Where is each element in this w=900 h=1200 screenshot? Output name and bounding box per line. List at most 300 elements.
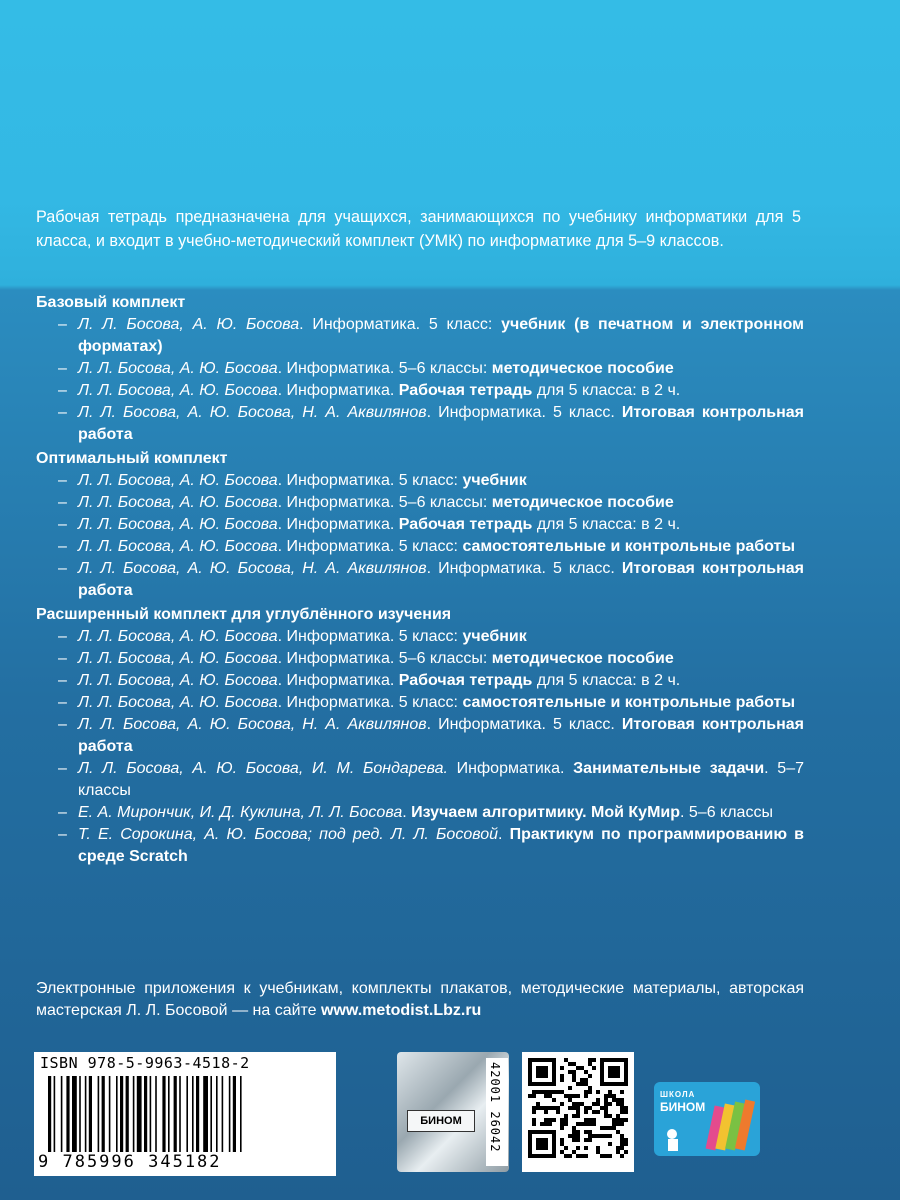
qr-module [564, 1094, 568, 1098]
item-authors: Л. Л. Босова, А. Ю. Босова [78, 360, 278, 377]
dash-marker: – [58, 560, 67, 577]
dash-marker: – [58, 516, 67, 533]
kit-title: Базовый комплект [36, 294, 186, 311]
item-authors: Л. Л. Босова, А. Ю. Босова [78, 650, 278, 667]
qr-module [588, 1074, 592, 1078]
qr-module [600, 1106, 604, 1110]
item-subject: . Информатика. 5 класс. [426, 716, 622, 733]
qr-module [604, 1126, 608, 1130]
qr-module [620, 1154, 624, 1158]
qr-module [624, 1118, 628, 1122]
qr-finder [608, 1066, 620, 1078]
item-subject: . Информатика. 5 класс: [299, 316, 502, 333]
item-subject: . Информатика. [277, 382, 399, 399]
qr-module [572, 1102, 576, 1106]
qr-module [588, 1118, 592, 1122]
item-authors: Л. Л. Босова, А. Ю. Босова [78, 694, 278, 711]
qr-module [572, 1074, 576, 1078]
qr-module [592, 1118, 596, 1122]
qr-module [544, 1094, 548, 1098]
item-subject: . Информатика. 5 класс: [277, 538, 463, 555]
qr-module [616, 1114, 620, 1118]
item-authors: Л. Л. Босова, А. Ю. Босова [78, 538, 278, 555]
qr-module [572, 1106, 576, 1110]
qr-module [532, 1094, 536, 1098]
qr-module [536, 1090, 540, 1094]
qr-module [616, 1098, 620, 1102]
qr-module [572, 1150, 576, 1154]
barcode-bar [66, 1076, 69, 1152]
qr-module [580, 1082, 584, 1086]
barcode-bar [120, 1076, 123, 1152]
footer-text: Электронные приложения к учебникам, комплекты плакатов, методические материалы, авторская мастерская Л. Л. Босовой — на сайте [36, 980, 804, 1019]
item-title: Рабочая тетрадь [398, 382, 533, 399]
barcode-bar [89, 1076, 92, 1152]
barcode-bar [126, 1076, 129, 1152]
qr-module [620, 1138, 624, 1142]
qr-module [600, 1154, 604, 1158]
qr-module [568, 1086, 572, 1090]
qr-module [596, 1102, 600, 1106]
item-authors: Т. Е. Сорокина, А. Ю. Босова; под ред. Л. Л. Босовой [78, 826, 499, 843]
qr-module [624, 1142, 628, 1146]
qr-module [608, 1102, 612, 1106]
barcode-bar [85, 1076, 87, 1152]
item-title: Занимательные задачи [573, 760, 765, 777]
qr-module [580, 1154, 584, 1158]
barcode-bar [186, 1076, 188, 1152]
qr-module [588, 1134, 592, 1138]
qr-module [576, 1122, 580, 1126]
dash-marker: – [58, 650, 67, 667]
qr-module [572, 1062, 576, 1066]
qr-module [596, 1090, 600, 1094]
qr-module [620, 1110, 624, 1114]
qr-module [584, 1154, 588, 1158]
barcode-bar [222, 1076, 224, 1152]
barcode-bar [72, 1076, 77, 1152]
barcode-bar [168, 1076, 170, 1152]
qr-module [608, 1090, 612, 1094]
barcode-bar [203, 1076, 208, 1152]
qr-module [592, 1102, 596, 1106]
item-subject: . Информатика. 5 класс. [426, 560, 622, 577]
dash-marker: – [58, 804, 67, 821]
qr-module [584, 1094, 588, 1098]
isbn-barcode [34, 1052, 336, 1176]
hologram-label: БИНОМ [407, 1110, 475, 1132]
item-subject: . Информатика. 5–6 классы: [277, 650, 492, 667]
qr-module [568, 1106, 572, 1110]
qr-module [576, 1114, 580, 1118]
qr-module [608, 1114, 612, 1118]
qr-module [584, 1138, 588, 1142]
item-subject: Информатика. [447, 760, 574, 777]
qr-module [540, 1106, 544, 1110]
kit-item [36, 536, 804, 558]
qr-module [548, 1106, 552, 1110]
item-title: Итоговая контрольная работа [78, 716, 805, 755]
qr-module [596, 1098, 600, 1102]
intro-paragraph: Рабочая тетрадь предназначена для учащихся, занимающихся по учебнику информатики для 5 класса, и входит в учебно-методический комплект (УМК) по информатике для 5–9 классов. [36, 208, 801, 250]
item-tail: . 5–7 классы [78, 760, 804, 799]
barcode-bar [102, 1076, 105, 1152]
item-tail: для 5 класса: в 2 ч. [532, 516, 681, 533]
qr-module [560, 1074, 564, 1078]
qr-module [544, 1122, 548, 1126]
barcode-bar [216, 1076, 218, 1152]
dash-marker: – [58, 672, 67, 689]
qr-module [612, 1126, 616, 1130]
qr-module [612, 1094, 616, 1098]
qr-module [572, 1134, 576, 1138]
qr-module [564, 1146, 568, 1150]
dash-marker: – [58, 628, 67, 645]
qr-module [576, 1106, 580, 1110]
qr-module [568, 1134, 572, 1138]
qr-module [584, 1110, 588, 1114]
barcode-bar [144, 1076, 147, 1152]
item-authors: Л. Л. Босова, А. Ю. Босова [78, 494, 278, 511]
qr-module [532, 1090, 536, 1094]
item-tail: для 5 класса: в 2 ч. [532, 672, 681, 689]
item-subject: . Информатика. 5–6 классы: [277, 360, 492, 377]
item-title: Практикум по программированию в среде Scratch [78, 826, 804, 865]
barcode-bar [98, 1076, 100, 1152]
qr-module [608, 1126, 612, 1130]
qr-module [588, 1130, 592, 1134]
qr-module [564, 1154, 568, 1158]
qr-module [548, 1122, 552, 1126]
qr-module [540, 1122, 544, 1126]
qr-module [592, 1110, 596, 1114]
qr-module [576, 1146, 580, 1150]
kit-list [36, 470, 804, 602]
dash-marker: – [58, 494, 67, 511]
kit-list [36, 314, 804, 446]
qr-module [544, 1118, 548, 1122]
qr-module [624, 1150, 628, 1154]
qr-module [608, 1134, 612, 1138]
dash-marker: – [58, 716, 67, 733]
qr-module [588, 1138, 592, 1142]
qr-module [560, 1066, 564, 1070]
binom-logo [654, 1082, 760, 1156]
barcode-bar [155, 1076, 157, 1152]
qr-module [564, 1058, 568, 1062]
barcode-bar [192, 1076, 194, 1152]
kit-item [36, 692, 804, 714]
dash-marker: – [58, 694, 67, 711]
kit-list [36, 626, 804, 868]
qr-module [544, 1106, 548, 1110]
qr-module [620, 1090, 624, 1094]
qr-module [536, 1106, 540, 1110]
qr-module [568, 1098, 572, 1102]
kit-item [36, 802, 804, 824]
qr-module [592, 1066, 596, 1070]
kit-title: Оптимальный комплект [36, 450, 228, 467]
qr-module [592, 1134, 596, 1138]
qr-module [576, 1138, 580, 1142]
qr-module [604, 1094, 608, 1098]
barcode-bar [109, 1076, 111, 1152]
qr-module [584, 1090, 588, 1094]
stamp-code-strip [486, 1058, 508, 1166]
item-title: Изучаем алгоритмику. Мой КуМир [411, 804, 680, 821]
qr-module [568, 1094, 572, 1098]
qr-module [572, 1130, 576, 1134]
item-title: Рабочая тетрадь [398, 672, 533, 689]
dash-marker: – [58, 316, 67, 333]
qr-module [556, 1110, 560, 1114]
qr-module [532, 1110, 536, 1114]
qr-module [616, 1130, 620, 1134]
qr-module [596, 1146, 600, 1150]
qr-module [600, 1134, 604, 1138]
item-authors: Л. Л. Босова, А. Ю. Босова [78, 472, 278, 489]
item-authors: Л. Л. Босова, А. Ю. Босова [78, 516, 278, 533]
qr-module [572, 1070, 576, 1074]
item-subject: . [498, 826, 510, 843]
item-authors: Л. Л. Босова, А. Ю. Босова [78, 672, 278, 689]
qr-module [560, 1118, 564, 1122]
kit-item [36, 714, 804, 758]
kit-item [36, 402, 804, 446]
item-subject: . Информатика. 5 класс: [277, 694, 463, 711]
qr-module [552, 1098, 556, 1102]
qr-module [536, 1102, 540, 1106]
kit-item [36, 380, 804, 402]
item-authors: Л. Л. Босова, А. Ю. Босова [78, 628, 278, 645]
barcode-digits: 9 785996 345182 [38, 1152, 222, 1172]
item-subject: . Информатика. [277, 516, 399, 533]
kit-item [36, 824, 804, 868]
qr-module [608, 1154, 612, 1158]
qr-module [568, 1070, 572, 1074]
qr-finder [536, 1138, 548, 1150]
qr-module [564, 1114, 568, 1118]
qr-module [616, 1102, 620, 1106]
isbn-number: ISBN 978-5-9963-4518-2 [40, 1054, 250, 1072]
qr-module [584, 1082, 588, 1086]
qr-module [608, 1094, 612, 1098]
barcode-bar [179, 1076, 181, 1152]
qr-module [560, 1122, 564, 1126]
qr-module [624, 1110, 628, 1114]
item-authors: Л. Л. Босова, А. Ю. Босова [78, 316, 300, 333]
qr-module [584, 1070, 588, 1074]
qr-module [612, 1118, 616, 1122]
qr-module [552, 1118, 556, 1122]
qr-module [580, 1102, 584, 1106]
barcode-bar [150, 1076, 152, 1152]
qr-module [596, 1150, 600, 1154]
qr-module [528, 1094, 532, 1098]
qr-module [572, 1138, 576, 1142]
qr-module [576, 1154, 580, 1158]
kit-title: Расширенный комплект для углублённого изучения [36, 606, 452, 623]
item-authors: Л. Л. Босова, А. Ю. Босова, Н. А. Аквилянов [78, 716, 427, 733]
qr-module [612, 1122, 616, 1126]
kit-item [36, 558, 804, 602]
qr-module [576, 1094, 580, 1098]
qr-module [560, 1150, 564, 1154]
qr-module [544, 1090, 548, 1094]
qr-module [604, 1154, 608, 1158]
qr-module [620, 1098, 624, 1102]
item-title: методическое пособие [491, 650, 674, 667]
item-tail: . 5–6 классы [680, 804, 773, 821]
kit-item [36, 314, 804, 358]
qr-module [568, 1154, 572, 1158]
qr-module [584, 1118, 588, 1122]
dash-marker: – [58, 538, 67, 555]
item-authors: Е. А. Мирончик, И. Д. Куклина, Л. Л. Босова [78, 804, 403, 821]
item-title: учебник (в печатном и электронном форматах) [78, 316, 804, 355]
qr-module [564, 1118, 568, 1122]
qr-module [616, 1150, 620, 1154]
qr-module [560, 1102, 564, 1106]
qr-module [600, 1126, 604, 1130]
kit-item [36, 626, 804, 648]
item-authors: Л. Л. Босова, А. Ю. Босова, Н. А. Аквилянов [78, 560, 427, 577]
barcode-bar [233, 1076, 236, 1152]
qr-module [552, 1090, 556, 1094]
logo-name: БИНОМ [660, 1100, 706, 1114]
barcode-bar [162, 1076, 165, 1152]
barcode-bar [116, 1076, 118, 1152]
qr-module [576, 1082, 580, 1086]
umk-catalog [36, 292, 804, 870]
qr-module [560, 1078, 564, 1082]
qr-module [608, 1142, 612, 1146]
qr-module [532, 1106, 536, 1110]
item-subject: . Информатика. 5 класс: [277, 472, 463, 489]
item-subject: . Информатика. 5 класс: [277, 628, 463, 645]
qr-module [556, 1090, 560, 1094]
qr-module [616, 1118, 620, 1122]
qr-module [568, 1062, 572, 1066]
logo-school-label: ШКОЛА [660, 1090, 696, 1099]
item-title: Рабочая тетрадь [398, 516, 533, 533]
item-authors: Л. Л. Босова, А. Ю. Босова [78, 382, 278, 399]
qr-finder [536, 1066, 548, 1078]
kit-item [36, 514, 804, 536]
qr-module [560, 1126, 564, 1130]
qr-code-icon[interactable] [522, 1052, 634, 1172]
qr-module [576, 1066, 580, 1070]
qr-module [588, 1062, 592, 1066]
qr-module [588, 1058, 592, 1062]
item-authors: Л. Л. Босова, А. Ю. Босова, Н. А. Аквилянов [78, 404, 427, 421]
item-title: Итоговая контрольная работа [78, 404, 805, 443]
dash-marker: – [58, 760, 67, 777]
kit-item [36, 492, 804, 514]
stamp-code: 42001 26042 [488, 1062, 502, 1153]
qr-module [612, 1098, 616, 1102]
item-title: самостоятельные и контрольные работы [462, 538, 796, 555]
qr-module [572, 1078, 576, 1082]
qr-module [620, 1106, 624, 1110]
kit-item [36, 470, 804, 492]
qr-module [576, 1110, 580, 1114]
qr-module [592, 1058, 596, 1062]
item-tail: для 5 класса: в 2 ч. [532, 382, 681, 399]
qr-module [548, 1094, 552, 1098]
footer-note [36, 978, 804, 1022]
qr-module [620, 1134, 624, 1138]
item-title: самостоятельные и контрольные работы [462, 694, 796, 711]
qr-module [624, 1106, 628, 1110]
qr-module [596, 1110, 600, 1114]
qr-module [596, 1134, 600, 1138]
qr-module [580, 1078, 584, 1082]
qr-module [604, 1114, 608, 1118]
qr-module [588, 1122, 592, 1126]
qr-module [584, 1106, 588, 1110]
qr-module [576, 1102, 580, 1106]
qr-module [576, 1130, 580, 1134]
qr-module [560, 1138, 564, 1142]
qr-module [592, 1122, 596, 1126]
item-title: учебник [462, 472, 527, 489]
qr-module [604, 1134, 608, 1138]
item-title: учебник [462, 628, 527, 645]
qr-module [560, 1090, 564, 1094]
qr-module [548, 1090, 552, 1094]
website-link[interactable]: www.metodist.Lbz.ru [321, 1002, 482, 1019]
item-title: Итоговая контрольная работа [78, 560, 805, 599]
kit-item [36, 670, 804, 692]
qr-module [620, 1102, 624, 1106]
item-subject: . Информатика. 5 класс. [426, 404, 622, 421]
barcode-bar [79, 1076, 81, 1152]
qr-module [584, 1146, 588, 1150]
qr-module [604, 1106, 608, 1110]
dash-marker: – [58, 472, 67, 489]
dash-marker: – [58, 360, 67, 377]
qr-module [588, 1086, 592, 1090]
qr-module [564, 1122, 568, 1126]
qr-module [620, 1142, 624, 1146]
barcode-bar [240, 1076, 242, 1152]
item-subject: . Информатика. 5–6 классы: [277, 494, 492, 511]
qr-module [584, 1130, 588, 1134]
qr-module [560, 1142, 564, 1146]
kit-item [36, 648, 804, 670]
qr-module [588, 1106, 592, 1110]
qr-module [548, 1118, 552, 1122]
qr-module [580, 1066, 584, 1070]
item-title: методическое пособие [491, 494, 674, 511]
qr-module [532, 1122, 536, 1126]
barcode-bar [133, 1076, 135, 1152]
qr-module [604, 1110, 608, 1114]
kit-item [36, 758, 804, 802]
barcode-bar [229, 1076, 231, 1152]
barcode-bars [48, 1076, 324, 1152]
qr-module [572, 1114, 576, 1118]
barcode-bar [61, 1076, 63, 1152]
qr-module [624, 1138, 628, 1142]
barcode-bar [174, 1076, 177, 1152]
qr-module [616, 1146, 620, 1150]
kit-item [36, 358, 804, 380]
qr-module [584, 1122, 588, 1126]
qr-module [576, 1134, 580, 1138]
item-subject: . Информатика. [277, 672, 399, 689]
